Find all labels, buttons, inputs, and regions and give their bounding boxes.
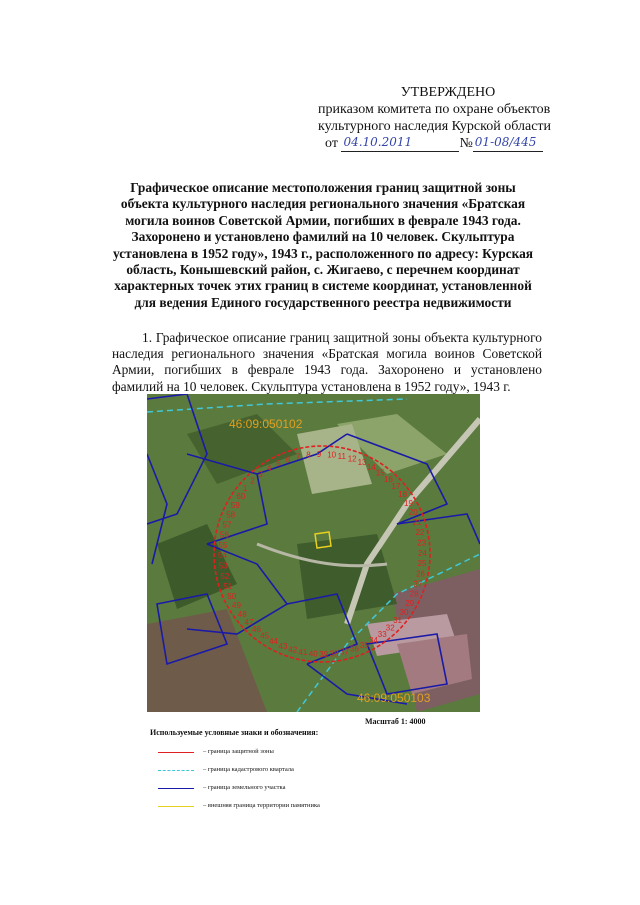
- boundary-point-label: 50: [227, 591, 237, 601]
- map-svg: [147, 394, 480, 712]
- number-field: [473, 137, 543, 152]
- boundary-point-label: 16: [384, 474, 393, 484]
- boundary-point-label: 35: [359, 640, 369, 650]
- boundary-point-label: 29: [405, 598, 415, 608]
- approval-date-number-line: [318, 135, 578, 152]
- boundary-point-label: 25: [417, 559, 427, 569]
- legend-label: – граница кадастрового квартала: [203, 766, 294, 773]
- boundary-point-label: 52: [220, 572, 230, 581]
- boundary-point-label: 14: [366, 462, 376, 472]
- legend-swatch: [158, 788, 194, 789]
- boundary-point-label: 21: [412, 517, 422, 527]
- boundary-point-label: 40: [308, 649, 318, 659]
- boundary-point-label: 23: [417, 538, 427, 548]
- boundary-point-label: 56: [219, 530, 229, 540]
- approval-heading: УТВЕРЖДЕНО: [400, 85, 496, 100]
- boundary-point-label: 28: [409, 589, 419, 599]
- boundary-point-label: 47: [244, 617, 254, 627]
- boundary-point-label: 41: [298, 648, 308, 658]
- boundary-point-label: 49: [232, 601, 241, 611]
- boundary-point-label: 24: [418, 548, 427, 558]
- boundary-point-label: 43: [278, 641, 288, 651]
- boundary-point-label: 36: [350, 644, 360, 654]
- boundary-point-label: 6: [285, 455, 291, 465]
- boundary-point-label: 12: [347, 454, 357, 464]
- boundary-point-label: 44: [269, 637, 279, 647]
- legend-title: Используемые условные знаки и обозначения:: [150, 728, 319, 737]
- boundary-point-label: 13: [357, 458, 367, 468]
- boundary-point-label: 58: [226, 510, 236, 520]
- boundary-point-label: 30: [399, 607, 409, 617]
- boundary-point-label: 48: [237, 609, 247, 619]
- boundary-point-label: 11: [337, 451, 346, 461]
- boundary-point-label: 59: [230, 501, 240, 511]
- section-1-paragraph: 1. Графическое описание границ защитной зоны объекта культурного наследия регионального значения «Братская могила воинов Советской Армии, погибших в феврале 1943 года. Захоронено и установлено фамилий на 10 человек. Скульптура установлена в 1952 году», 1943 г.: [112, 330, 542, 394]
- boundary-point-label: 22: [415, 528, 425, 537]
- boundary-point-label: 57: [222, 520, 232, 530]
- boundary-point-label: 15: [375, 468, 385, 478]
- boundary-point-label: 54: [218, 551, 227, 561]
- boundary-point-label: 2: [250, 476, 255, 486]
- boundary-point-label: 4: [266, 464, 272, 473]
- legend-label: – граница земельного участка: [203, 784, 286, 791]
- boundary-point-label: 45: [260, 631, 270, 641]
- boundary-point-label: 26: [416, 569, 426, 579]
- boundary-point-label: 7: [296, 452, 301, 462]
- boundary-point-label: 55: [218, 540, 228, 550]
- from-label: от: [325, 136, 338, 151]
- boundary-point-label: 34: [369, 636, 379, 645]
- legend-swatch: [158, 770, 194, 771]
- boundary-point-label: 38: [329, 649, 339, 659]
- boundary-point-label: 60: [236, 492, 246, 502]
- boundary-point-label: 20: [408, 508, 418, 518]
- approval-line-2: культурного наследия Курской области: [318, 119, 552, 134]
- boundary-point-label: 17: [391, 482, 401, 492]
- boundary-point-label: 39: [319, 650, 329, 659]
- cadastral-number-bottom: 46:09:050103: [357, 691, 431, 705]
- boundary-point-label: 19: [404, 498, 413, 508]
- boundary-point-label: 8: [306, 450, 311, 460]
- handwritten-date: 04.10.2011: [343, 135, 413, 149]
- number-label: №: [459, 136, 473, 151]
- boundary-point-label: 53: [218, 561, 228, 571]
- date-field: [341, 137, 459, 152]
- boundary-point-label: 18: [398, 490, 408, 500]
- approval-line-1: приказом комитета по охране объектов: [318, 102, 551, 117]
- legend-swatch: [158, 752, 194, 753]
- map-scale: Масштаб 1: 4000: [365, 717, 426, 726]
- cadastral-number-top: 46:09:050102: [229, 417, 303, 431]
- approval-block: [318, 84, 578, 152]
- boundary-point-label: 5: [276, 459, 281, 469]
- legend-label: – внешняя граница территории памятника: [203, 802, 320, 809]
- boundary-point-label: 37: [340, 647, 349, 657]
- boundary-point-label: 3: [258, 469, 263, 479]
- map-image: [147, 394, 480, 712]
- handwritten-number: 01-08/445: [474, 135, 537, 149]
- boundary-point-label: 27: [413, 579, 423, 589]
- boundary-point-label: 9: [316, 450, 322, 459]
- boundary-point-label: 32: [385, 623, 395, 633]
- boundary-point-label: 1: [242, 484, 248, 493]
- boundary-point-label: 33: [377, 630, 387, 640]
- boundary-point-label: 10: [327, 450, 337, 460]
- boundary-point-label: 51: [223, 582, 233, 592]
- document-title: Графическое описание местоположения границ защитной зоны объекта культурного наследия регионального значения «Братская могила воинов Советской Армии, погибших в феврале 1943 года. Захоронено и установлено фамилий на 10 человек. Скульптура установлена в 1952 году», 1943 г., расположенного по адресу: Курская область, Конышевский район, с. Жигаево, с перечнем координат характерных точек этих границ в системе координат, установленной для ведения Единого государственного реестра недвижимости: [112, 180, 534, 310]
- legend-swatch: [158, 806, 194, 807]
- boundary-point-label: 42: [288, 645, 298, 655]
- boundary-point-label: 46: [252, 625, 261, 635]
- boundary-point-label: 31: [393, 616, 403, 625]
- legend-label: – граница защитной зоны: [203, 748, 274, 755]
